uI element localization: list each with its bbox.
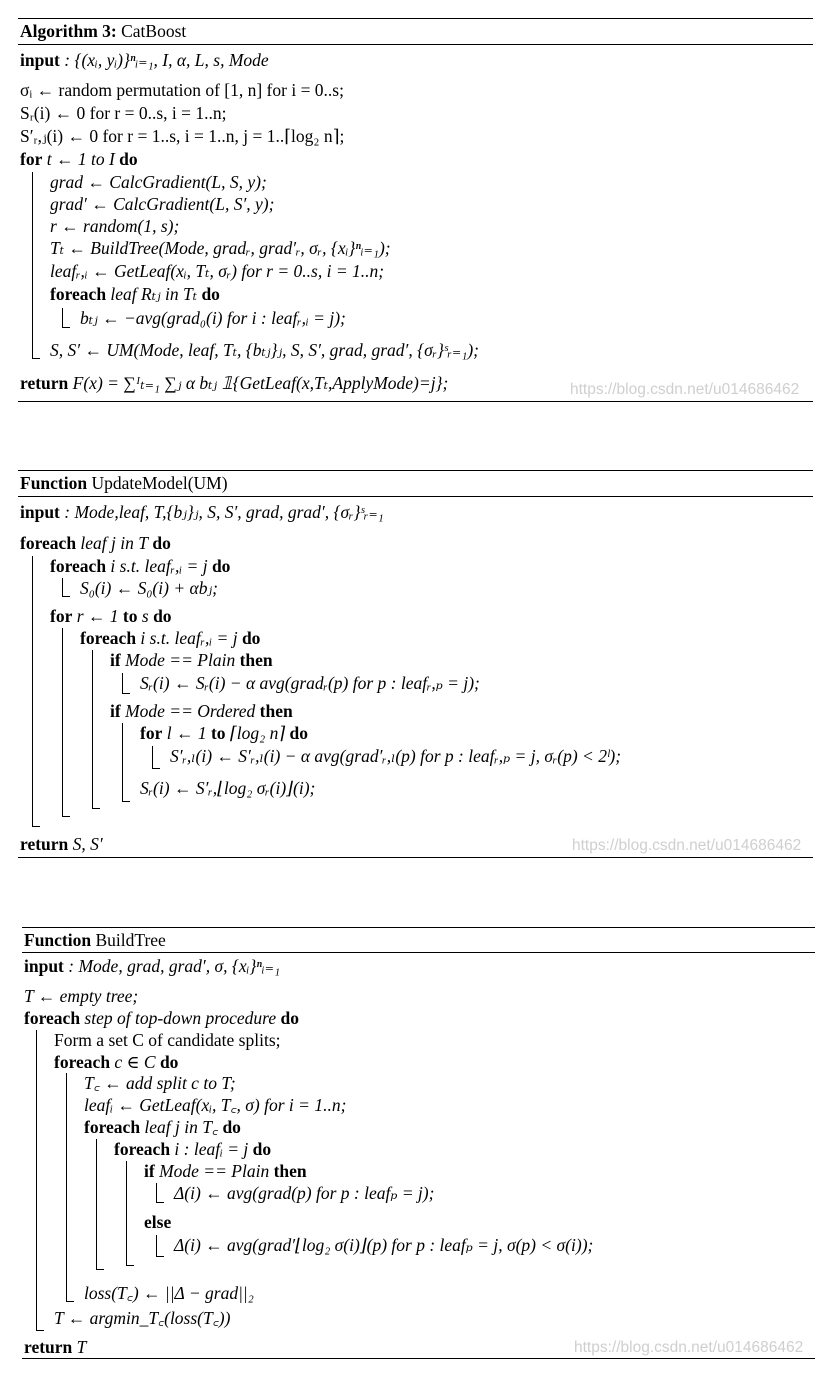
um-line-11: Sᵣ(i) ← S′ᵣ,⌊log₂ σᵣ(i)⌋(i);	[140, 778, 316, 798]
watermark: https://blog.csdn.net/u014686462	[574, 1339, 804, 1356]
bt-line-4: foreach c ∈ C do	[54, 1052, 179, 1072]
rule-top	[18, 18, 813, 19]
block-tick-l6	[122, 693, 130, 694]
rule-bottom	[18, 401, 813, 402]
block-bar-foreach	[62, 308, 63, 327]
um-line-8: if Mode == Ordered then	[110, 701, 293, 721]
block-bar-l2	[62, 578, 63, 596]
block-bar-l5	[92, 650, 93, 808]
input-line: input : {(xᵢ, yᵢ)}ⁿᵢ₌₁, I, α, L, s, Mode	[20, 50, 269, 70]
foreach-line: foreach leaf Rₜⱼ in Tₜ do	[50, 284, 220, 304]
block-tick-l5	[92, 808, 100, 809]
bt-line-1: T ← empty tree;	[24, 986, 139, 1006]
block-tick-l1	[32, 826, 40, 827]
body-line-5: leafᵣ,ᵢ ← GetLeaf(xᵢ, Tₜ, σᵣ) for r = 0..s, i = 1..n;	[50, 261, 385, 281]
block-bar-l1	[32, 556, 33, 826]
rule-bottom	[18, 857, 813, 858]
init-line-2: Sᵣ(i) ← 0 for r = 0..s, i = 1..n;	[20, 103, 227, 123]
block-tick-for	[32, 358, 40, 359]
block-tick-l4	[66, 1301, 74, 1302]
rule-title	[18, 44, 813, 45]
block-tick-l9	[156, 1202, 164, 1203]
um-line-7: Sᵣ(i) ← Sᵣ(i) − α avg(gradᵣ(p) for p : leafᵣ,ₚ = j);	[140, 673, 480, 693]
return-line: return T	[24, 1337, 87, 1357]
block-tick-l8	[122, 801, 130, 802]
bt-line-13: T ← argmin_T꜀(loss(T꜀))	[54, 1308, 231, 1328]
for-line: for t ← 1 to I do	[20, 149, 138, 169]
init-line-3: S′ᵣ,ⱼ(i) ← 0 for r = 1..s, i = 1..n, j = 1..⌈log₂ n⌉;	[20, 126, 345, 146]
block-tick-l2	[62, 596, 70, 597]
block-tick-l9	[152, 768, 160, 769]
bt-line-12: loss(T꜀) ← ||Δ − grad||₂	[84, 1283, 254, 1303]
um-line-10: S′ᵣ,ₗ(i) ← S′ᵣ,ₗ(i) − α avg(grad′ᵣ,ₗ(p) for p : leafᵣ,ₚ = j, σᵣ(p) < 2ˡ);	[170, 746, 622, 766]
block-tick-foreach	[62, 327, 70, 328]
update-line: S, S′ ← UM(Mode, leaf, Tₜ, {bₜⱼ}ⱼ, S, S′, grad, grad′, {σᵣ}ˢᵣ₌₁);	[50, 340, 479, 360]
block-bar-l9	[152, 746, 153, 768]
block-bar-l4	[66, 1073, 67, 1301]
algorithm-title: Algorithm 3: CatBoost	[20, 21, 187, 41]
bt-line-5: T꜀ ← add split c to T;	[84, 1073, 236, 1093]
body-line-1: grad ← CalcGradient(L, S, y);	[50, 172, 267, 192]
inner-line: bₜⱼ ← −avg(grad₀(i) for i : leafᵣ,ᵢ = j);	[80, 308, 346, 328]
bt-line-11: Δ(i) ← avg(grad′⌊log₂ σ(i)⌋(p) for p : leafₚ = j, σ(p) < σ(i));	[174, 1235, 594, 1255]
um-line-3: S₀(i) ← S₀(i) + αbⱼ;	[80, 578, 218, 598]
block-bar-l7	[96, 1139, 97, 1269]
return-line: return F(x) = ∑ᴵₜ₌₁ ∑ⱼ α bₜⱼ 𝟙{GetLeaf(x,Tₜ,ApplyMode)=j};	[20, 373, 449, 393]
block-bar-l8	[122, 723, 123, 801]
bt-line-9: if Mode == Plain then	[144, 1161, 307, 1181]
init-line-1: σᵢ ← random permutation of [1, n] for i = 0..s;	[20, 80, 344, 100]
rule-title	[22, 952, 815, 953]
watermark: https://blog.csdn.net/u014686462	[570, 381, 800, 398]
body-line-2: grad′ ← CalcGradient(L, S′, y);	[50, 194, 275, 214]
um-line-9: for l ← 1 to ⌈log₂ n⌉ do	[140, 723, 309, 743]
block-bar-l6	[122, 673, 123, 693]
bt-line-else: else	[144, 1212, 172, 1232]
input-line: input : Mode, grad, grad′, σ, {xᵢ}ⁿᵢ₌₁	[24, 956, 281, 976]
watermark: https://blog.csdn.net/u014686462	[572, 837, 802, 854]
function-title: Function UpdateModel(UM)	[20, 473, 228, 493]
function-title: Function BuildTree	[24, 930, 166, 950]
rule-top	[22, 927, 815, 928]
input-line: input : Mode,leaf, T,{bⱼ}ⱼ, S, S′, grad, grad′, {σᵣ}ˢᵣ₌₁	[20, 502, 384, 522]
block-tick-l2	[36, 1330, 44, 1331]
rule-title	[18, 496, 813, 497]
body-line-4: Tₜ ← BuildTree(Mode, gradᵣ, grad′ᵣ, σᵣ, {xᵢ}ⁿᵢ₌₁);	[50, 238, 391, 258]
bt-line-10: Δ(i) ← avg(grad(p) for p : leafₚ = j);	[174, 1183, 435, 1203]
return-line: return S, S′	[20, 834, 103, 854]
um-line-2: foreach i s.t. leafᵣ,ᵢ = j do	[50, 556, 231, 576]
body-line-3: r ← random(1, s);	[50, 216, 180, 236]
um-line-4: for r ← 1 to s do	[50, 606, 172, 626]
rule-bottom	[22, 1358, 815, 1359]
block-bar-for	[32, 172, 33, 358]
um-line-5: foreach i s.t. leafᵣ,ᵢ = j do	[80, 628, 261, 648]
block-tick-l8	[126, 1265, 134, 1266]
block-tick-l4	[62, 816, 70, 817]
bt-line-7: foreach leaf j in T꜀ do	[84, 1117, 241, 1137]
block-tick-else	[156, 1256, 164, 1257]
um-line-6: if Mode == Plain then	[110, 650, 273, 670]
block-bar-l8	[126, 1161, 127, 1265]
rule-top	[18, 470, 813, 471]
block-tick-l7	[96, 1269, 104, 1270]
block-bar-else	[156, 1235, 157, 1256]
bt-line-6: leafᵢ ← GetLeaf(xᵢ, T꜀, σ) for i = 1..n;	[84, 1095, 347, 1115]
bt-line-8: foreach i : leafᵢ = j do	[114, 1139, 272, 1159]
block-bar-l2	[36, 1030, 37, 1330]
bt-line-2: foreach step of top-down procedure do	[24, 1008, 299, 1028]
block-bar-l9	[156, 1183, 157, 1202]
bt-line-3: Form a set C of candidate splits;	[54, 1030, 281, 1050]
block-bar-l4	[62, 628, 63, 816]
um-line-1: foreach leaf j in T do	[20, 533, 171, 553]
